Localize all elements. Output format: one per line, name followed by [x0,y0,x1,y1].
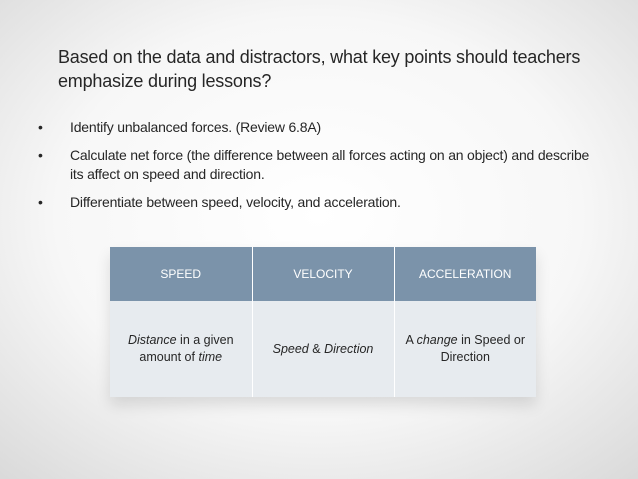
table [110,247,536,397]
cell-acceleration-a: A [405,333,417,347]
cell-acceleration-rest: in Speed or Direction [440,333,526,364]
cell-speed-time: time [198,350,223,364]
bullet-icon: • [38,194,43,210]
cell-velocity [252,301,394,397]
bullet-text: Calculate net force (the difference between all forces acting on an object) and describe its affect on speed and direction. [70,147,590,182]
table-row [110,301,536,397]
comparison-table [110,247,536,397]
bullet-icon: • [38,119,43,135]
header-velocity: VELOCITY [252,247,394,301]
header-acceleration: ACCELERATION [394,247,536,301]
bullet-item [38,146,598,184]
bullet-item [38,193,598,212]
bullet-text: Identify unbalanced forces. (Review 6.8A) [70,119,321,135]
table-header-row [110,247,536,301]
cell-speed [110,301,252,397]
header-speed: SPEED [110,247,252,301]
cell-velocity-speed: Speed [272,341,309,356]
bullet-item [38,118,598,137]
slide-title: Based on the data and distractors, what key points should teachers emphasize during lessons? [58,47,581,91]
cell-velocity-direction: Direction [324,341,374,356]
bullet-icon: • [38,147,43,163]
cell-speed-middle: in a given amount of [139,333,234,364]
bullet-list [38,118,598,221]
cell-velocity-amp: & [308,341,325,356]
cell-speed-distance: Distance [127,333,177,347]
bullet-text: Differentiate between speed, velocity, and acceleration. [70,194,401,210]
cell-acceleration-change: change [416,333,458,347]
cell-acceleration [394,301,536,397]
